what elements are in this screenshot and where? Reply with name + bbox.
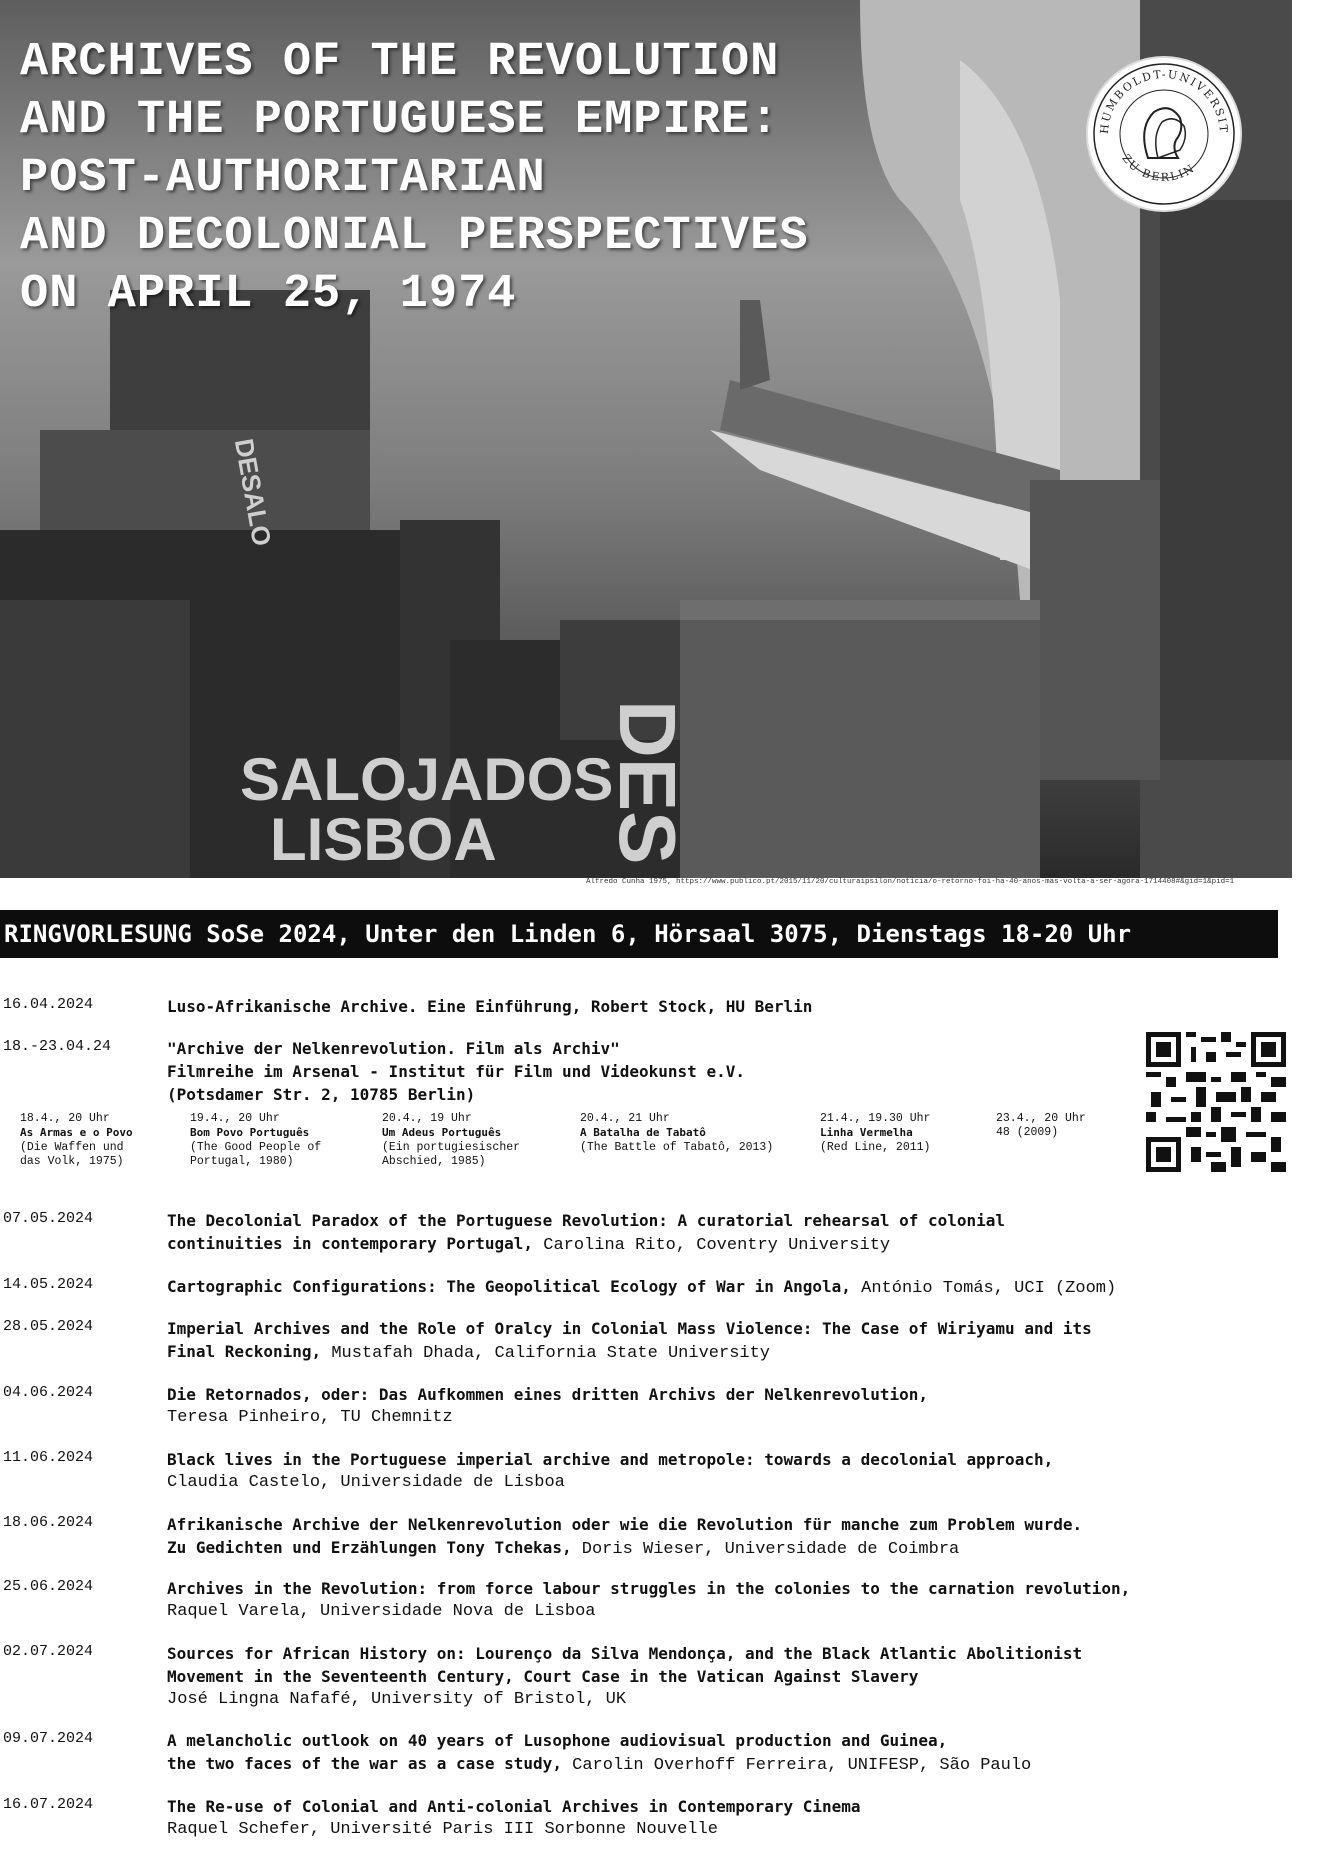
film-title: A Batalha de Tabatô <box>580 1126 706 1139</box>
session-speaker: Claudia Castelo, Universidade de Lisboa <box>167 1473 565 1492</box>
session-title: the two faces of the war as a case study, <box>167 1754 562 1773</box>
film-item <box>820 1112 930 1155</box>
film-item <box>20 1112 133 1169</box>
film-subtitle: 48 (2009) <box>996 1126 1059 1139</box>
session-date: 02.07.2024 <box>3 1643 94 1660</box>
film-time: 20.4., 19 Uhr <box>382 1112 472 1125</box>
session-title: continuities in contemporary Portugal, <box>167 1234 534 1253</box>
title-line: ARCHIVES OF THE REVOLUTION <box>20 36 780 89</box>
title-line: POST-AUTHORITARIAN <box>20 152 546 205</box>
session-date: 18.06.2024 <box>3 1514 94 1531</box>
session-title: Final Reckoning, <box>167 1342 322 1361</box>
film-subtitle: (Die Waffen und <box>20 1141 124 1154</box>
lecture-series-band: RINGVORLESUNG SoSe 2024, Unter den Linden 6, Hörsaal 3075, Dienstags 18-20 Uhr <box>0 910 1278 958</box>
film-item <box>996 1112 1086 1140</box>
session-date: 18.-23.04.24 <box>3 1038 112 1055</box>
session-date: 04.06.2024 <box>3 1384 94 1401</box>
university-seal-logo <box>1088 58 1240 210</box>
session-description <box>167 1384 928 1428</box>
film-subtitle: (Ein portugiesischer <box>382 1141 521 1154</box>
session-speaker: Mustafah Dhada, California State University <box>321 1344 770 1363</box>
film-title: Linha Vermelha <box>820 1126 913 1139</box>
session-title: Die Retornados, oder: Das Aufkommen eines dritten Archivs der Nelkenrevolution, <box>167 1385 928 1404</box>
film-subtitle: (The Battle of Tabatô, 2013) <box>580 1141 774 1154</box>
film-item <box>382 1112 520 1169</box>
session-speaker: Doris Wieser, Universidade de Coimbra <box>571 1540 960 1559</box>
session-description <box>167 1643 1082 1710</box>
session-date: 28.05.2024 <box>3 1318 94 1335</box>
session-description <box>167 1730 1031 1776</box>
film-item <box>190 1112 321 1169</box>
session-date: 07.05.2024 <box>3 1210 94 1227</box>
film-subtitle: Abschied, 1985) <box>382 1155 486 1168</box>
session-title: Cartographic Configurations: The Geopolitical Ecology of War in Angola, <box>167 1277 851 1296</box>
session-title: "Archive der Nelkenrevolution. Film als Archiv" <box>167 1039 620 1058</box>
session-date: 14.05.2024 <box>3 1276 94 1293</box>
session-date: 16.04.2024 <box>3 996 94 1013</box>
title-line: AND DECOLONIAL PERSPECTIVES <box>20 210 809 263</box>
film-title: Bom Povo Português <box>190 1126 310 1139</box>
session-title: Zu Gedichten und Erzählungen Tony Tchekas, <box>167 1538 572 1557</box>
session-speaker: Carolin Overhoff Ferreira, UNIFESP, São Paulo <box>561 1756 1032 1775</box>
session-description <box>167 1276 1116 1299</box>
film-time: 18.4., 20 Uhr <box>20 1112 110 1125</box>
session-description <box>167 1318 1092 1364</box>
session-date: 11.06.2024 <box>3 1449 94 1466</box>
svg-text:DES: DES <box>603 700 692 865</box>
film-time: 20.4., 21 Uhr <box>580 1112 670 1125</box>
session-title: Archives in the Revolution: from force labour struggles in the colonies to the carnation revolution, <box>167 1579 1131 1598</box>
film-subtitle: (Red Line, 2011) <box>820 1141 931 1154</box>
film-series-list <box>0 1112 1120 1172</box>
svg-text:HUMBOLDT-UNIVERSITÄT: HUMBOLDT-UNIVERSIT <box>1097 67 1231 135</box>
film-title: As Armas e o Povo <box>20 1126 133 1139</box>
qr-code[interactable] <box>1146 1032 1286 1172</box>
poster-title <box>20 34 809 324</box>
session-title: Imperial Archives and the Role of Oralcy in Colonial Mass Violence: The Case of Wiriyamu and its <box>167 1319 1092 1338</box>
session-description <box>167 996 812 1019</box>
svg-text:SALOJADOS: SALOJADOS <box>240 746 614 813</box>
session-title: Luso-Afrikanische Archive. Eine Einführung, Robert Stock, HU Berlin <box>167 997 813 1016</box>
film-title: Um Adeus Português <box>382 1126 502 1139</box>
session-speaker: António Tomás, UCI (Zoom) <box>850 1279 1117 1298</box>
photo-credit: Alfredo Cunha 1975, https://www.publico.pt/2015/11/20/culturaipsilon/noticia/o-retorno-foi-ha-40-anos-mas-volta-a-ser-agora-1714408#&gid=1&pid=1 <box>586 878 1235 886</box>
session-title: Black lives in the Portuguese imperial archive and metropole: towards a decolonial approach, <box>167 1450 1054 1469</box>
title-line: ON APRIL 25, 1974 <box>20 268 517 321</box>
session-speaker: Teresa Pinheiro, TU Chemnitz <box>167 1408 453 1427</box>
session-title: Sources for African History on: Lourenço da Silva Mendonça, and the Black Atlantic Abolitionist <box>167 1644 1083 1663</box>
film-item <box>580 1112 773 1155</box>
film-subtitle: das Volk, 1975) <box>20 1155 124 1168</box>
session-description <box>167 1796 861 1840</box>
session-title: A melancholic outlook on 40 years of Lusophone audiovisual production and Guinea, <box>167 1731 948 1750</box>
session-title: (Potsdamer Str. 2, 10785 Berlin) <box>167 1085 476 1104</box>
session-description <box>167 1578 1130 1622</box>
session-title: The Decolonial Paradox of the Portuguese Revolution: A curatorial rehearsal of colonial <box>167 1211 1006 1230</box>
session-speaker: Raquel Schefer, Université Paris III Sorbonne Nouvelle <box>167 1820 718 1839</box>
session-speaker: Carolina Rito, Coventry University <box>533 1236 891 1255</box>
session-date: 09.07.2024 <box>3 1730 94 1747</box>
hero-photo <box>0 0 1292 878</box>
film-subtitle: (The Good People of <box>190 1141 322 1154</box>
session-date: 25.06.2024 <box>3 1578 94 1595</box>
svg-text:DESALO: DESALO <box>228 436 278 549</box>
session-date: 16.07.2024 <box>3 1796 94 1813</box>
session-title: Filmreihe im Arsenal - Institut für Film und Videokunst e.V. <box>167 1062 745 1081</box>
session-title: The Re-use of Colonial and Anti-colonial Archives in Contemporary Cinema <box>167 1797 861 1816</box>
film-subtitle: Portugal, 1980) <box>190 1155 294 1168</box>
film-time: 21.4., 19.30 Uhr <box>820 1112 931 1125</box>
title-line: AND THE PORTUGUESE EMPIRE: <box>20 94 780 147</box>
film-time: 19.4., 20 Uhr <box>190 1112 280 1125</box>
svg-text:ZU BERLIN: ZU BERLIN <box>1119 151 1198 185</box>
session-description <box>167 1449 1053 1493</box>
session-speaker: José Lingna Nafafé, University of Bristol, UK <box>167 1690 627 1709</box>
film-time: 23.4., 20 Uhr <box>996 1112 1086 1125</box>
session-description <box>167 1210 1005 1256</box>
session-speaker: Raquel Varela, Universidade Nova de Lisboa <box>167 1602 596 1621</box>
session-title: Afrikanische Archive der Nelkenrevolution oder wie die Revolution für manche zum Problem wurde. <box>167 1515 1083 1534</box>
session-title: Movement in the Seventeenth Century, Court Case in the Vatican Against Slavery <box>167 1667 919 1686</box>
session-description <box>167 1514 1082 1560</box>
session-description <box>167 1038 745 1107</box>
svg-text:LISBOA: LISBOA <box>270 806 497 873</box>
